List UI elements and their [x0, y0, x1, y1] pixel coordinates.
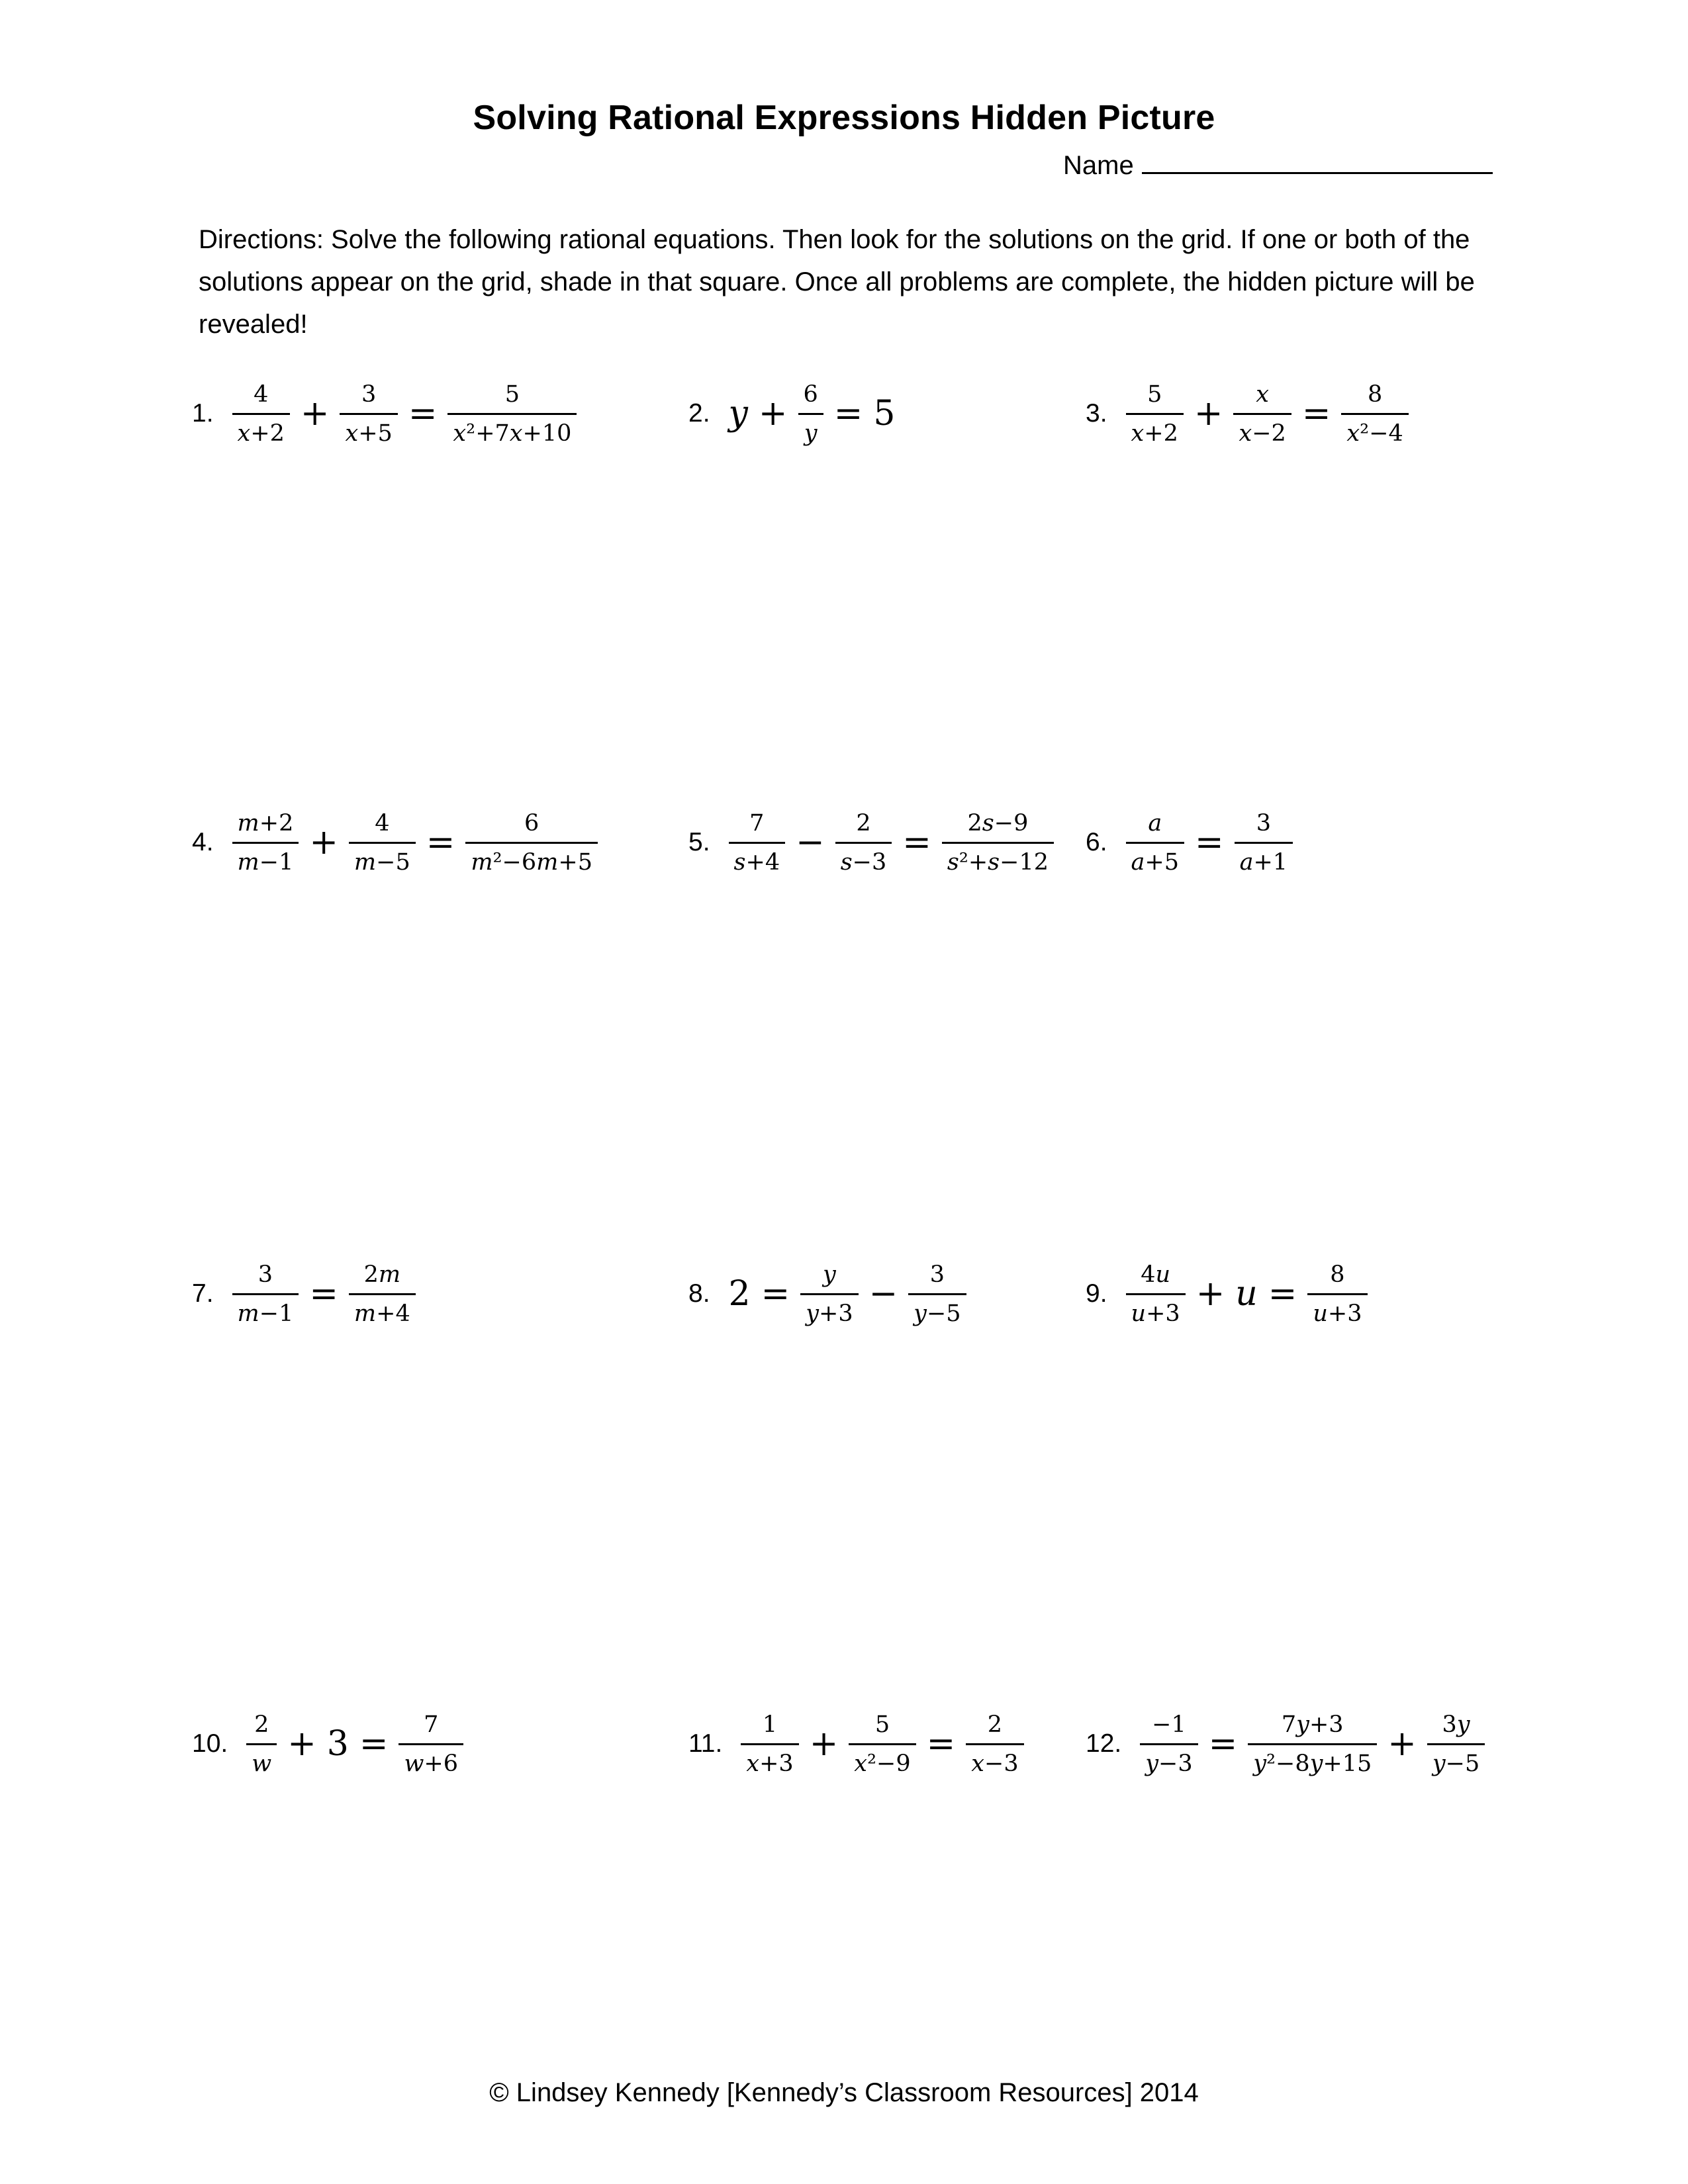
fraction: [1341, 380, 1408, 448]
problem-6: [1086, 806, 1297, 879]
operator: +: [309, 823, 338, 862]
problem-7: [192, 1257, 420, 1330]
denominator: y²−8y+15: [1248, 1743, 1377, 1778]
fraction: [447, 380, 577, 448]
operator: =: [902, 823, 931, 862]
operator: =: [1195, 823, 1224, 862]
fraction: [729, 809, 786, 877]
denominator: x+2: [1126, 413, 1184, 448]
numerator: x: [1256, 381, 1270, 408]
numerator: 8: [1330, 1261, 1345, 1288]
denominator: s²+s−12: [942, 842, 1054, 877]
denominator: m−1: [232, 842, 299, 877]
numerator: 3: [361, 381, 377, 408]
fraction: [798, 380, 823, 448]
denominator: m−5: [349, 842, 416, 877]
denominator: a+1: [1235, 842, 1293, 877]
denominator: s−3: [835, 842, 892, 877]
operator: =: [761, 1274, 790, 1314]
fraction: [232, 809, 299, 877]
problem-number: 3.: [1086, 399, 1107, 428]
operator: =: [309, 1274, 338, 1314]
operator: =: [926, 1724, 956, 1764]
problem-11: [688, 1707, 1028, 1780]
fraction: [465, 809, 598, 877]
numerator: 2: [987, 1711, 1003, 1738]
numerator: 3: [929, 1261, 945, 1288]
name-label: Name: [1063, 151, 1134, 180]
problem-2: [688, 377, 899, 450]
fraction: [1248, 1710, 1377, 1778]
copyright-footer: © Lindsey Kennedy [Kennedy’s Classroom Resources] 2014: [489, 2078, 1199, 2107]
fraction: [849, 1710, 915, 1778]
operator: =: [426, 823, 455, 862]
fraction: [966, 1710, 1023, 1778]
denominator: m+4: [349, 1293, 416, 1328]
fraction: [340, 380, 397, 448]
directions: Directions: Solve the following rational equations. Then look for the solutions on the grid. If one or both of the solutions appear on the grid, shade in that square. Once all problems are complete, the hidden picture will be revealed!: [199, 225, 1475, 339]
fraction: [1233, 380, 1291, 448]
fraction: [835, 809, 892, 877]
denominator: y−3: [1140, 1743, 1197, 1778]
denominator: x−2: [1233, 413, 1291, 448]
fraction: [1126, 1260, 1186, 1328]
problem-number: 4.: [192, 828, 214, 856]
operator: =: [833, 394, 863, 433]
fraction: [1126, 809, 1184, 877]
denominator: x+5: [340, 413, 397, 448]
problem-3: [1086, 377, 1413, 450]
numerator: 4: [375, 809, 390, 837]
denominator: y−5: [1427, 1743, 1485, 1778]
operator: +: [300, 394, 330, 433]
fraction: [246, 1710, 277, 1778]
denominator: x²−9: [849, 1743, 915, 1778]
operator: +: [758, 394, 788, 433]
denominator: m−1: [232, 1293, 299, 1328]
numerator: 7: [749, 809, 765, 837]
operator: +: [1387, 1724, 1417, 1764]
numerator: −1: [1152, 1711, 1186, 1738]
fraction: [908, 1260, 966, 1328]
problem-9: [1086, 1257, 1372, 1330]
operator: +: [287, 1724, 316, 1764]
numerator: 5: [1147, 381, 1162, 408]
problem-number: 8.: [688, 1279, 710, 1308]
fraction: [942, 809, 1054, 877]
fraction: [1235, 809, 1293, 877]
fraction: [1307, 1260, 1367, 1328]
page-title: Solving Rational Expressions Hidden Picture: [473, 99, 1215, 137]
problem-8: [688, 1257, 970, 1330]
numerator: 7: [424, 1711, 439, 1738]
term: u: [1235, 1274, 1258, 1314]
fraction: [1140, 1710, 1197, 1778]
problem-number: 9.: [1086, 1279, 1107, 1308]
numerator: 3: [1256, 809, 1271, 837]
operator: =: [359, 1724, 389, 1764]
operator: =: [408, 394, 438, 433]
denominator: x+2: [232, 413, 290, 448]
numerator: 4: [254, 381, 269, 408]
numerator: a: [1148, 809, 1162, 837]
problem-number: 11.: [688, 1729, 723, 1758]
numerator: 4u: [1141, 1261, 1171, 1288]
denominator: y+3: [800, 1293, 858, 1328]
numerator: 3: [258, 1261, 273, 1288]
numerator: 7y+3: [1281, 1711, 1344, 1738]
problem-number: 5.: [688, 828, 710, 856]
operator: −: [796, 823, 825, 862]
fraction: [800, 1260, 858, 1328]
denominator: u+3: [1126, 1293, 1186, 1328]
problem-4: [192, 806, 602, 879]
numerator: 2m: [363, 1261, 401, 1288]
operator: +: [809, 1724, 839, 1764]
denominator: x²+7x+10: [447, 413, 577, 448]
numerator: 8: [1367, 381, 1383, 408]
term: y: [728, 394, 748, 433]
denominator: x²−4: [1341, 413, 1408, 448]
denominator: w: [246, 1743, 277, 1778]
fraction: [232, 1260, 299, 1328]
numerator: 2: [856, 809, 871, 837]
denominator: y−5: [908, 1293, 966, 1328]
name-field[interactable]: [1063, 148, 1493, 181]
numerator: 2: [254, 1711, 269, 1738]
problem-number: 2.: [688, 399, 710, 428]
denominator: s+4: [729, 842, 786, 877]
operator: =: [1268, 1274, 1297, 1314]
problem-number: 12.: [1086, 1729, 1122, 1758]
denominator: a+5: [1126, 842, 1184, 877]
fraction: [1427, 1710, 1485, 1778]
denominator: m²−6m+5: [465, 842, 598, 877]
fraction: [349, 809, 416, 877]
term: 2: [728, 1274, 751, 1314]
numerator: 6: [803, 381, 818, 408]
problem-12: [1086, 1707, 1489, 1780]
operator: +: [1194, 394, 1223, 433]
operator: −: [868, 1274, 898, 1314]
numerator: y: [823, 1261, 836, 1288]
problem-10: [192, 1707, 467, 1780]
numerator: 3y: [1442, 1711, 1470, 1738]
numerator: 1: [762, 1711, 778, 1738]
problem-number: 6.: [1086, 828, 1107, 856]
numerator: 5: [874, 1711, 890, 1738]
numerator: 5: [504, 381, 520, 408]
fraction: [399, 1710, 463, 1778]
fraction: [232, 380, 290, 448]
problem-number: 7.: [192, 1279, 214, 1308]
denominator: x+3: [741, 1743, 798, 1778]
numerator: m+2: [237, 809, 294, 837]
problem-number: 1.: [192, 399, 214, 428]
problem-5: [688, 806, 1058, 879]
problem-1: [192, 377, 581, 450]
denominator: x−3: [966, 1743, 1023, 1778]
term: 5: [873, 394, 896, 433]
fraction: [1126, 380, 1184, 448]
operator: =: [1208, 1724, 1238, 1764]
term: 3: [326, 1724, 349, 1764]
numerator: 6: [524, 809, 539, 837]
problem-number: 10.: [192, 1729, 228, 1758]
denominator: y: [798, 413, 823, 448]
name-blank-line[interactable]: [1142, 148, 1493, 174]
fraction: [349, 1260, 416, 1328]
operator: +: [1196, 1274, 1225, 1314]
denominator: w+6: [399, 1743, 463, 1778]
numerator: 2s−9: [967, 809, 1029, 837]
fraction: [741, 1710, 798, 1778]
operator: =: [1301, 394, 1331, 433]
denominator: u+3: [1307, 1293, 1367, 1328]
